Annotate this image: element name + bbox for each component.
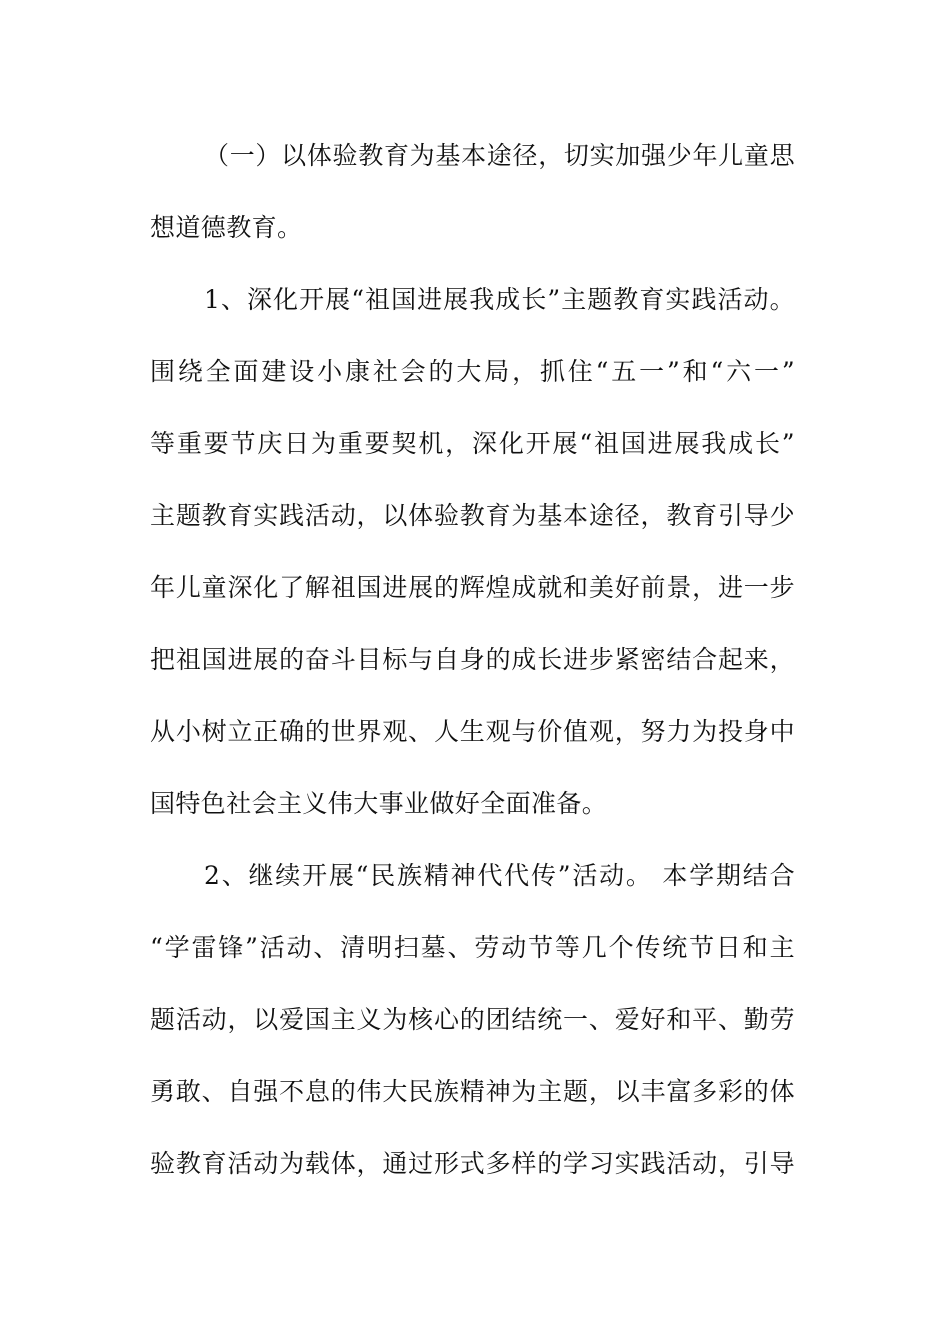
paragraph-line: 勇敢、自强不息的伟大民族精神为主题，以丰富多彩的体 (150, 1077, 795, 1106)
paragraph-line: 主题教育实践活动，以体验教育为基本途径，教育引导少 (150, 501, 795, 530)
paragraph-line: 把祖国进展的奋斗目标与自身的成长进步紧密结合起来， (150, 645, 795, 674)
paragraph-line: 围绕全面建设小康社会的大局，抓住“五一”和“六一” (150, 357, 795, 386)
paragraph-line: 等重要节庆日为重要契机，深化开展“祖国进展我成长” (150, 429, 795, 458)
item-2-heading: 2、继续开展“民族精神代代传”活动。 本学期结合 (204, 861, 795, 890)
paragraph-line: 从小树立正确的世界观、人生观与价值观，努力为投身中 (150, 717, 795, 746)
item-1-heading: 1、深化开展“祖国进展我成长”主题教育实践活动。 (204, 285, 795, 314)
paragraph-line: 题活动，以爱国主义为核心的团结统一、爱好和平、勤劳 (150, 1005, 795, 1034)
paragraph-line: 年儿童深化了解祖国进展的辉煌成就和美好前景，进一步 (150, 573, 795, 602)
paragraph-line: “学雷锋”活动、清明扫墓、劳动节等几个传统节日和主 (150, 933, 795, 962)
paragraph-line: 验教育活动为载体，通过形式多样的学习实践活动，引导 (150, 1149, 795, 1178)
paragraph-line: 国特色社会主义伟大事业做好全面准备。 (150, 789, 608, 818)
section-heading-line-2: 想道德教育。 (150, 213, 303, 242)
body-text (150, 120, 795, 1200)
section-heading-line-1: （一）以体验教育为基本途径，切实加强少年儿童思 (204, 141, 795, 170)
